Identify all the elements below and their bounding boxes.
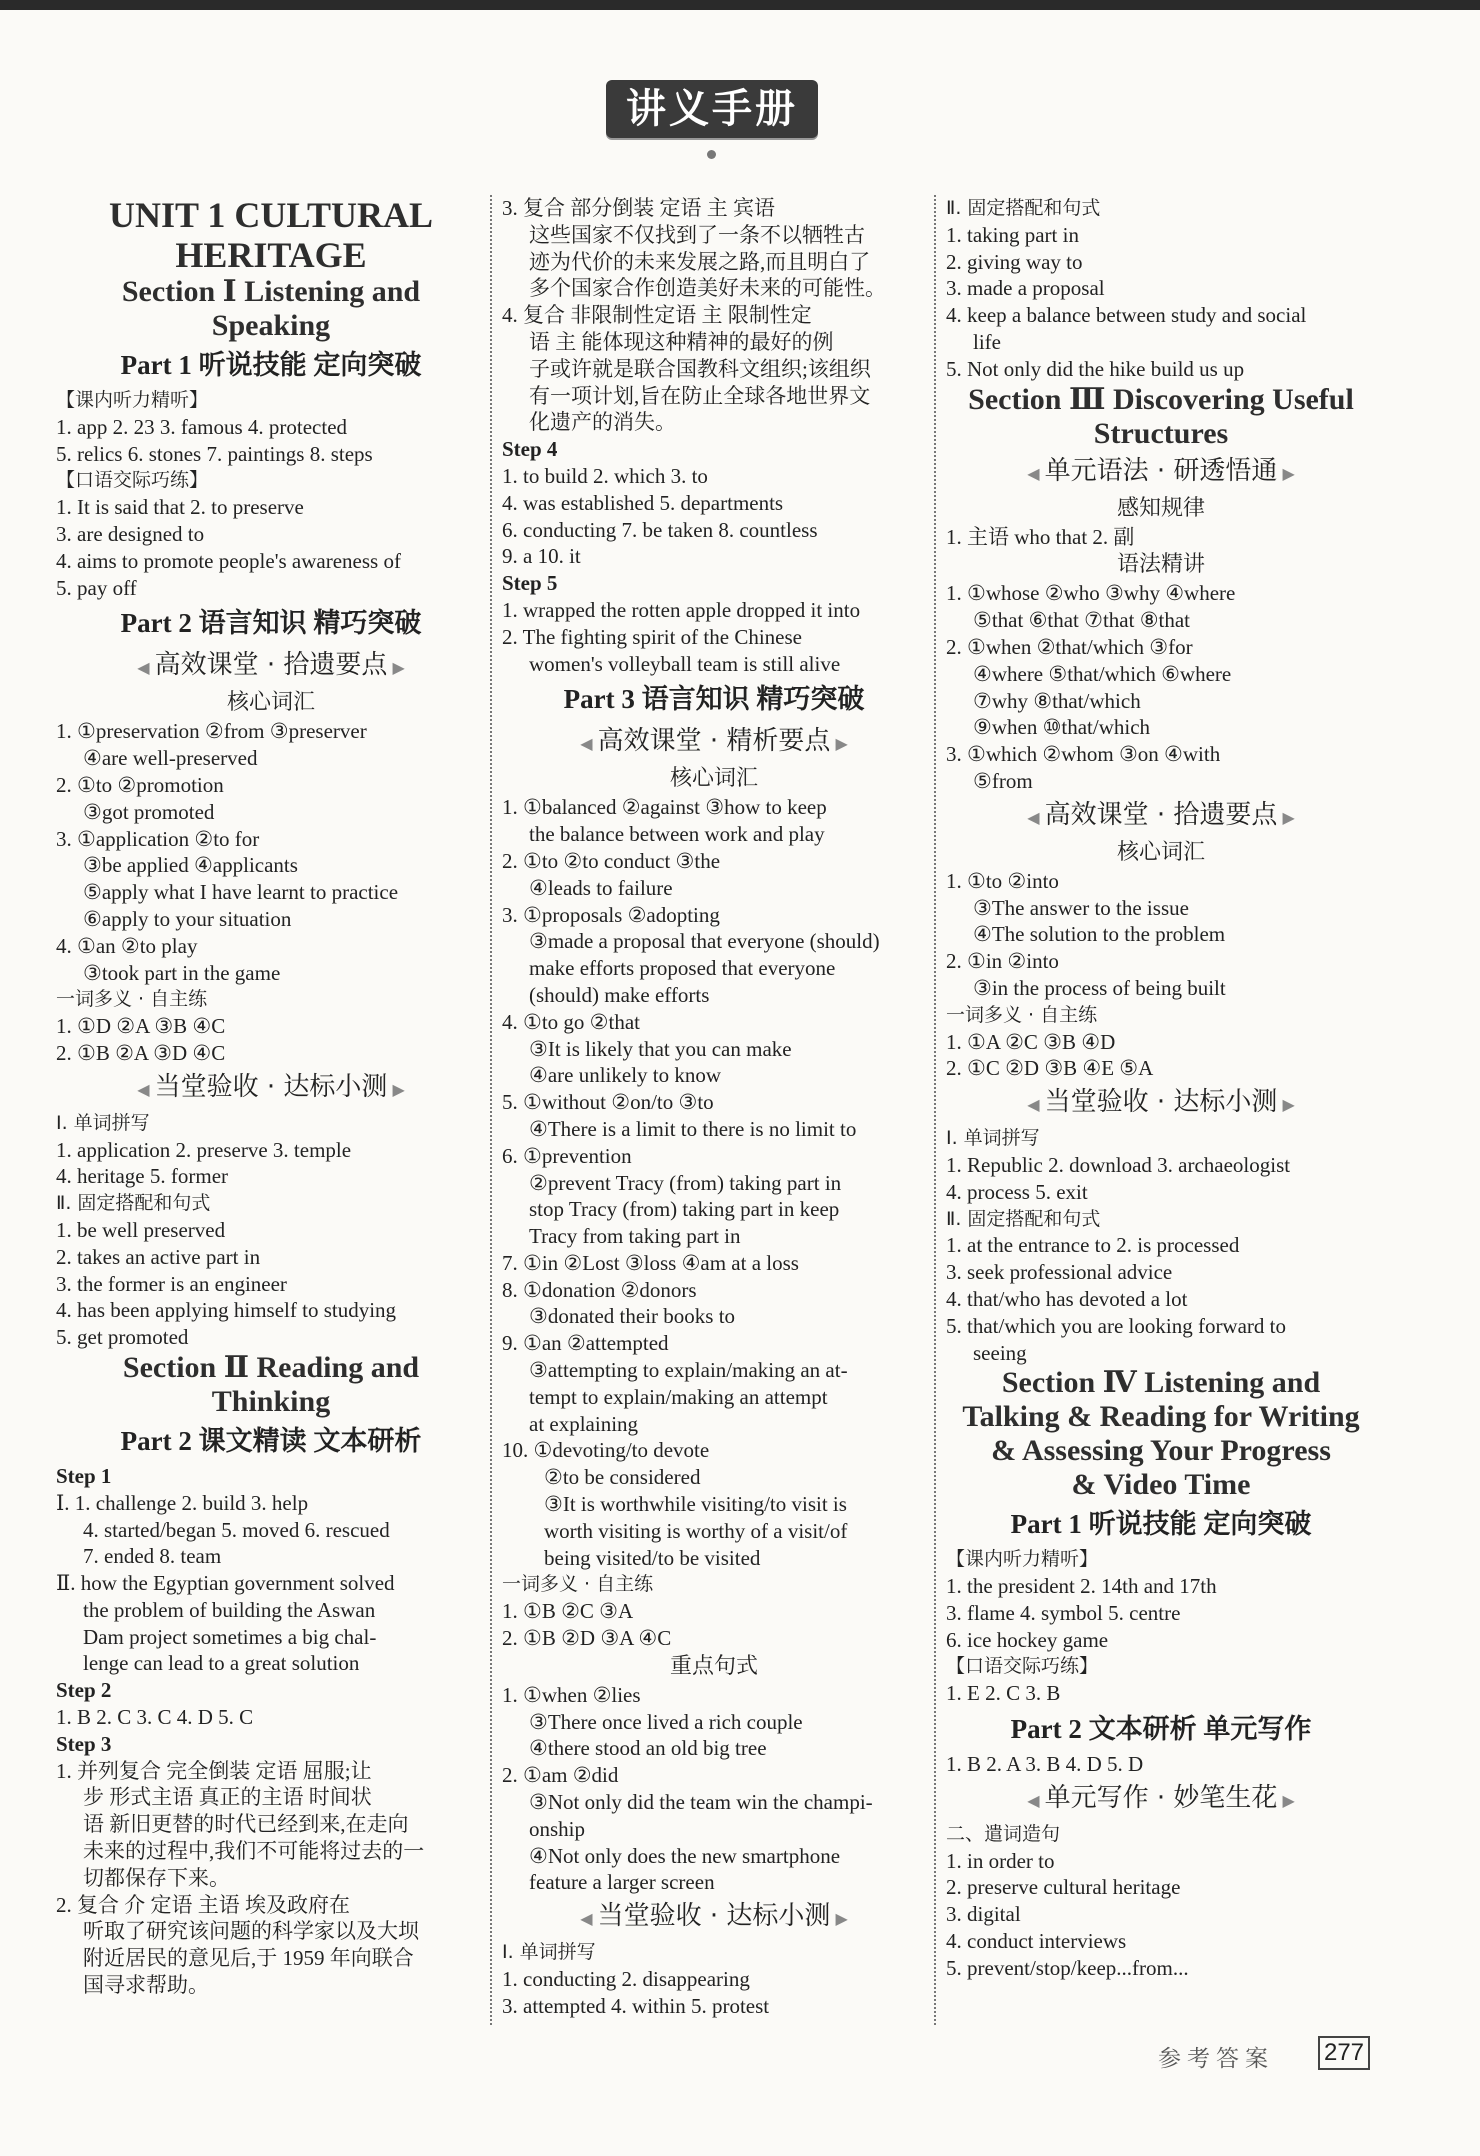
block-heading xyxy=(56,645,486,688)
answer-line: 4. conduct interviews xyxy=(946,1929,1127,1954)
step-label: Step 2 xyxy=(56,1678,112,1703)
left-arrow-icon: ◀ xyxy=(1027,807,1045,827)
answer-line: ④The solution to the problem xyxy=(973,922,1226,947)
answer-line: 1. to build 2. which 3. to xyxy=(502,463,708,488)
answer-line: 4. that/who has devoted a lot xyxy=(946,1286,1188,1311)
answer-line: ③got promoted xyxy=(83,799,215,824)
answer-line: ③donated their books to xyxy=(529,1304,736,1329)
label: Ⅱ. 固定搭配和句式 xyxy=(56,1192,211,1215)
block-heading-text: 当堂验收 · 达标小测 xyxy=(1044,1087,1278,1118)
section-heading: Section Ⅱ Reading and xyxy=(122,1350,420,1384)
answer-line: 2. ①in ②into xyxy=(946,949,1059,974)
answer-line: 4. keep a balance between study and social xyxy=(946,303,1307,328)
block-heading xyxy=(946,1082,1376,1125)
answer-line: 4. ①to go ②that xyxy=(502,1009,640,1034)
answer-line: being visited/to be visited xyxy=(544,1545,761,1570)
answer-line: 8. ①donation ②donors xyxy=(502,1277,697,1302)
answer-line: 5. get promoted xyxy=(56,1325,189,1350)
label: Ⅱ. 固定搭配和句式 xyxy=(946,197,1101,219)
answer-line: 迹为代价的未来发展之路,而且明白了 xyxy=(529,249,871,274)
answer-line: 3. digital xyxy=(946,1902,1021,1927)
answer-line: 3. are designed to xyxy=(56,521,205,546)
answer-line: 3. 复合 部分倒装 定语 主 宾语 xyxy=(502,196,775,220)
label: 一词多义 · 自主练 xyxy=(56,988,208,1011)
label: 一词多义 · 自主练 xyxy=(946,1003,1098,1026)
answer-line: Tracy from taking part in xyxy=(529,1224,741,1249)
block-heading-text: 单元语法 · 研透悟通 xyxy=(1044,455,1278,486)
unit-title: HERITAGE xyxy=(175,235,367,275)
answer-column-3 xyxy=(946,195,1376,1982)
answer-line: 3. seek professional advice xyxy=(946,1260,1173,1285)
answer-line: ④are unlikely to know xyxy=(529,1063,722,1088)
answer-line: 1. wrapped the rotten apple dropped it into xyxy=(502,597,861,622)
answer-line: 3. flame 4. symbol 5. centre xyxy=(946,1600,1181,1625)
answer-line: ④are well-preserved xyxy=(83,746,258,771)
answer-line: 3. the former is an engineer xyxy=(56,1271,287,1296)
answer-line: 5. that/which you are looking forward to xyxy=(946,1313,1286,1338)
answer-line: ⑤apply what I have learnt to practice xyxy=(83,880,399,905)
block-heading xyxy=(946,451,1376,494)
column-divider-2 xyxy=(934,195,936,2025)
answer-line: 1. at the entrance to 2. is processed xyxy=(946,1233,1240,1258)
block-heading-text: 单元写作 · 妙笔生花 xyxy=(1044,1782,1278,1813)
section-heading: Section Ⅳ Listening and xyxy=(1001,1366,1321,1400)
answer-line: seeing xyxy=(973,1340,1027,1365)
answer-line: 3. attempted 4. within 5. protest xyxy=(502,1993,770,2018)
answer-line: stop Tracy (from) taking part in keep xyxy=(529,1197,840,1222)
answer-line: 7. ①in ②Lost ③loss ④am at a loss xyxy=(502,1250,799,1275)
column-divider-1 xyxy=(490,195,492,2025)
left-arrow-icon: ◀ xyxy=(137,658,155,678)
answer-line: 4. started/began 5. moved 6. rescued xyxy=(83,1517,390,1542)
answer-line: 1. ①A ②C ③B ④D xyxy=(946,1029,1116,1054)
answer-line: 6. conducting 7. be taken 8. countless xyxy=(502,517,818,542)
right-arrow-icon: ▶ xyxy=(387,1079,405,1099)
left-arrow-icon: ◀ xyxy=(1027,1095,1045,1115)
answer-line: 3. ①application ②to for xyxy=(56,826,260,851)
answer-line: 4. ①an ②to play xyxy=(56,933,198,958)
answer-line: 6. ice hockey game xyxy=(946,1627,1109,1652)
answer-line: ③be applied ④applicants xyxy=(83,853,298,878)
answer-line: women's volleyball team is still alive xyxy=(529,651,841,676)
subheading: 核心词汇 xyxy=(226,690,315,716)
right-arrow-icon: ▶ xyxy=(1277,463,1295,483)
answer-line: ③attempting to explain/making an at- xyxy=(529,1358,848,1383)
right-arrow-icon: ▶ xyxy=(387,658,405,678)
answer-line: 1. ①preservation ②from ③preserver xyxy=(56,719,367,744)
left-arrow-icon: ◀ xyxy=(137,1079,155,1099)
label: Ⅰ. 单词拼写 xyxy=(502,1941,596,1964)
part-heading: Part 3 语言知识 精巧突破 xyxy=(563,684,865,715)
block-heading xyxy=(946,1778,1376,1821)
right-arrow-icon: ▶ xyxy=(1277,807,1295,827)
answer-line: 国寻求帮助。 xyxy=(83,1973,209,1998)
left-arrow-icon: ◀ xyxy=(580,734,598,754)
step-label: Step 5 xyxy=(502,571,558,596)
answer-line: ③took part in the game xyxy=(83,960,281,985)
answer-line: ⑥apply to your situation xyxy=(83,906,292,931)
block-heading-text: 高效课堂 · 拾遗要点 xyxy=(154,650,388,681)
answer-line: ⑨when ⑩that/which xyxy=(973,715,1151,740)
answer-line: 1. in order to xyxy=(946,1848,1055,1873)
answer-line: 1. 并列复合 完全倒装 定语 屈服;让 xyxy=(56,1758,372,1783)
answer-line: ③in the process of being built xyxy=(973,975,1226,1000)
label: 二、遣词造句 xyxy=(946,1822,1061,1845)
section-heading: Thinking xyxy=(211,1384,331,1418)
right-arrow-icon: ▶ xyxy=(830,734,848,754)
answer-line: the problem of building the Aswan xyxy=(83,1597,376,1622)
answer-line: 有一项计划,旨在防止全球各地世界文 xyxy=(529,383,871,408)
subheading: 语法精讲 xyxy=(1116,552,1205,578)
answer-line: 1. ①D ②A ③B ④C xyxy=(56,1014,226,1039)
answer-line: 2. ①am ②did xyxy=(502,1763,619,1788)
banner-dot xyxy=(707,150,716,159)
answer-line: Ⅱ. how the Egyptian government solved xyxy=(56,1571,395,1596)
answer-line: 2. preserve cultural heritage xyxy=(946,1875,1181,1900)
answer-line: worth visiting is worthy of a visit/of xyxy=(544,1518,848,1543)
answer-line: 5. prevent/stop/keep...from... xyxy=(946,1955,1189,1980)
answer-column-2 xyxy=(502,195,926,2020)
answer-line: ③It is worthwhile visiting/to visit is xyxy=(544,1492,847,1517)
part-heading: Part 1 听说技能 定向突破 xyxy=(120,350,422,380)
top-band xyxy=(0,0,1480,10)
right-arrow-icon: ▶ xyxy=(1277,1790,1295,1810)
left-arrow-icon: ◀ xyxy=(1027,1790,1045,1810)
answer-line: 1. be well preserved xyxy=(56,1217,226,1242)
answer-line: 1. the president 2. 14th and 17th xyxy=(946,1574,1217,1599)
answer-line: ⑤from xyxy=(973,768,1033,793)
answer-line: 2. ①when ②that/which ③for xyxy=(946,634,1193,659)
answer-line: 语 新旧更替的时代已经到来,在走向 xyxy=(83,1812,409,1837)
answer-line: 3. made a proposal xyxy=(946,276,1105,301)
answer-line: at explaining xyxy=(529,1411,639,1436)
answer-line: 1. ①to ②into xyxy=(946,868,1059,893)
subheading: 核心词汇 xyxy=(1116,839,1205,865)
answer-line: 附近居民的意见后,于 1959 年向联合 xyxy=(83,1946,414,1971)
section-heading: & Assessing Your Progress xyxy=(991,1434,1331,1468)
answer-line: onship xyxy=(529,1816,586,1841)
answer-line: 9. ①an ②attempted xyxy=(502,1331,669,1356)
answer-line: ②to be considered xyxy=(544,1465,701,1490)
answer-line: 4. 复合 非限制性定语 主 限制性定 xyxy=(502,303,812,328)
footer-label: 参考答案 xyxy=(1158,2046,1274,2072)
label: 【口语交际巧练】 xyxy=(946,1655,1099,1678)
answer-line: 2. takes an active part in xyxy=(56,1244,261,1269)
answer-line: 1. B 2. C 3. C 4. D 5. C xyxy=(56,1705,254,1730)
block-heading-text: 高效课堂 · 精析要点 xyxy=(597,726,831,757)
answer-line: make efforts proposed that everyone xyxy=(529,956,836,981)
answer-line: 4. process 5. exit xyxy=(946,1179,1088,1204)
answer-line: 2. ①to ②to conduct ③the xyxy=(502,848,721,873)
answer-line: 多个国家合作创造美好未来的可能性。 xyxy=(529,276,886,301)
answer-line: life xyxy=(973,329,1001,354)
block-heading-text: 当堂验收 · 达标小测 xyxy=(154,1071,388,1102)
section-heading: & Video Time xyxy=(1071,1468,1251,1502)
answer-line: ③Not only did the team win the champi- xyxy=(529,1790,873,1815)
block-heading xyxy=(502,721,926,764)
answer-line: ④there stood an old big tree xyxy=(529,1736,767,1761)
unit-title: UNIT 1 CULTURAL xyxy=(108,195,434,235)
answer-line: 5. pay off xyxy=(56,575,137,600)
answer-line: 1. ①B ②C ③A xyxy=(502,1599,634,1624)
answer-line: 2. ①C ②D ③B ④E ⑤A xyxy=(946,1056,1154,1081)
part-heading: Part 2 课文精读 文本研析 xyxy=(120,1425,422,1456)
label: 一词多义 · 自主练 xyxy=(502,1573,654,1596)
answer-line: feature a larger screen xyxy=(529,1870,715,1895)
answer-line: 1. conducting 2. disappearing xyxy=(502,1967,750,1992)
answer-line: lenge can lead to a great solution xyxy=(83,1651,360,1676)
answer-line: 7. ended 8. team xyxy=(83,1544,222,1569)
answer-line: ②prevent Tracy (from) taking part in xyxy=(529,1170,842,1195)
answer-line: 6. ①prevention xyxy=(502,1143,632,1168)
answer-line: 3. ①proposals ②adopting xyxy=(502,902,720,927)
answer-line: 未来的过程中,我们不可能将过去的一 xyxy=(83,1839,425,1864)
right-arrow-icon: ▶ xyxy=(1277,1095,1295,1115)
answer-line: 2. giving way to xyxy=(946,249,1083,274)
answer-line: 1. application 2. preserve 3. temple xyxy=(56,1137,352,1162)
answer-line: ④where ⑤that/which ⑥where xyxy=(973,661,1232,686)
subheading: 感知规律 xyxy=(1116,495,1205,521)
answer-line: Dam project sometimes a big chal- xyxy=(83,1624,377,1649)
answer-line: 化遗产的消失。 xyxy=(529,410,676,435)
subheading: 核心词汇 xyxy=(669,766,758,792)
answer-line: 切都保存下来。 xyxy=(83,1865,230,1890)
answer-line: 1. ①balanced ②against ③how to keep xyxy=(502,795,827,820)
label: Ⅰ. 单词拼写 xyxy=(56,1111,150,1134)
answer-line: ④Not only does the new smartphone xyxy=(529,1843,841,1868)
step-label: Step 3 xyxy=(56,1731,112,1756)
answer-line: 5. ①without ②on/to ③to xyxy=(502,1090,714,1115)
left-arrow-icon: ◀ xyxy=(580,1909,598,1929)
answer-line: ④There is a limit to there is no limit to xyxy=(529,1116,857,1141)
left-arrow-icon: ◀ xyxy=(1027,463,1045,483)
answer-line: ③There once lived a rich couple xyxy=(529,1709,803,1734)
answer-line: 1. 主语 who that 2. 副 xyxy=(946,524,1135,549)
answer-line: 步 形式主语 真正的主语 时间状 xyxy=(83,1785,372,1810)
subheading: 重点句式 xyxy=(669,1653,758,1679)
answer-line: 5. Not only did the hike build us up xyxy=(946,356,1245,381)
answer-line: 9. a 10. it xyxy=(502,544,581,569)
answer-line: tempt to explain/making an attempt xyxy=(529,1384,828,1409)
answer-line: 2. ①to ②promotion xyxy=(56,772,224,797)
answer-line: 语 主 能体现这种精神的最好的例 xyxy=(529,329,834,354)
answer-line: ⑤that ⑥that ⑦that ⑧that xyxy=(973,608,1191,633)
answer-line: Ⅰ. 1. challenge 2. build 3. help xyxy=(56,1490,309,1515)
part-heading: Part 1 听说技能 定向突破 xyxy=(1010,1509,1312,1540)
answer-line: 10. ①devoting/to devote xyxy=(502,1438,710,1463)
answer-line: the balance between work and play xyxy=(529,822,825,847)
section-heading: Structures xyxy=(1093,416,1229,450)
label: 【课内听力精听】 xyxy=(56,389,209,411)
answer-line: 4. has been applying himself to studying xyxy=(56,1298,397,1323)
part-heading: Part 2 语言知识 精巧突破 xyxy=(120,608,422,639)
label: Ⅰ. 单词拼写 xyxy=(946,1127,1040,1150)
answer-line: 4. aims to promote people's awareness of xyxy=(56,548,401,573)
block-heading-text: 高效课堂 · 拾遗要点 xyxy=(1044,799,1278,830)
answer-line: ③made a proposal that everyone (should) xyxy=(529,929,880,954)
answer-line: 1. It is said that 2. to preserve xyxy=(56,495,304,520)
block-heading xyxy=(946,795,1376,838)
section-heading: Section Ⅲ Discovering Useful xyxy=(968,382,1354,416)
section-heading: Section Ⅰ Listening and xyxy=(121,275,421,308)
answer-line: 1. taking part in xyxy=(946,222,1079,247)
answer-line: 2. 复合 介 定语 主语 埃及政府在 xyxy=(56,1892,350,1917)
answer-line: 1. app 2. 23 3. famous 4. protected xyxy=(56,414,348,439)
part-heading: Part 2 文本研析 单元写作 xyxy=(1010,1714,1312,1745)
answer-line: 2. The fighting spirit of the Chinese xyxy=(502,624,802,649)
right-arrow-icon: ▶ xyxy=(830,1909,848,1929)
answer-line: 1. B 2. A 3. B 4. D 5. D xyxy=(946,1752,1144,1777)
answer-line: ③It is likely that you can make xyxy=(529,1036,792,1061)
answer-column-1 xyxy=(56,195,486,1999)
block-heading-text: 当堂验收 · 达标小测 xyxy=(597,1901,831,1932)
page-number: 277 xyxy=(1318,2036,1370,2070)
answer-line: 子或许就是联合国教科文组织;该组织 xyxy=(529,356,871,381)
answer-line: ⑦why ⑧that/which xyxy=(973,688,1141,713)
answer-line: 3. ①which ②whom ③on ④with xyxy=(946,742,1221,767)
block-heading xyxy=(56,1067,486,1110)
section-heading: Speaking xyxy=(211,309,331,342)
step-label: Step 4 xyxy=(502,437,558,462)
section-heading: Talking & Reading for Writing xyxy=(962,1400,1360,1434)
answer-line: 5. relics 6. stones 7. paintings 8. steps xyxy=(56,441,373,466)
answer-line: 1. Republic 2. download 3. archaeologist xyxy=(946,1152,1291,1177)
label: 【口语交际巧练】 xyxy=(56,469,209,492)
answer-line: 听取了研究该问题的科学家以及大坝 xyxy=(83,1919,419,1944)
answer-line: 2. ①B ②D ③A ④C xyxy=(502,1626,672,1651)
answer-line: ④leads to failure xyxy=(529,875,673,900)
answer-line: 这些国家不仅找到了一条不以牺牲古 xyxy=(529,222,865,247)
banner-title: 讲义手册 xyxy=(606,80,818,138)
answer-line: 2. ①B ②A ③D ④C xyxy=(56,1040,226,1065)
label: 【课内听力精听】 xyxy=(946,1548,1099,1571)
label: Ⅱ. 固定搭配和句式 xyxy=(946,1207,1101,1230)
answer-line: 1. ①when ②lies xyxy=(502,1682,641,1707)
answer-line: ③The answer to the issue xyxy=(973,895,1189,920)
answer-line: 4. heritage 5. former xyxy=(56,1164,229,1189)
answer-line: 1. ①whose ②who ③why ④where xyxy=(946,581,1236,606)
block-heading xyxy=(502,1896,926,1939)
answer-line: (should) make efforts xyxy=(529,982,710,1007)
step-label: Step 1 xyxy=(56,1463,112,1488)
answer-line: 1. E 2. C 3. B xyxy=(946,1681,1061,1706)
answer-line: 4. was established 5. departments xyxy=(502,490,784,515)
